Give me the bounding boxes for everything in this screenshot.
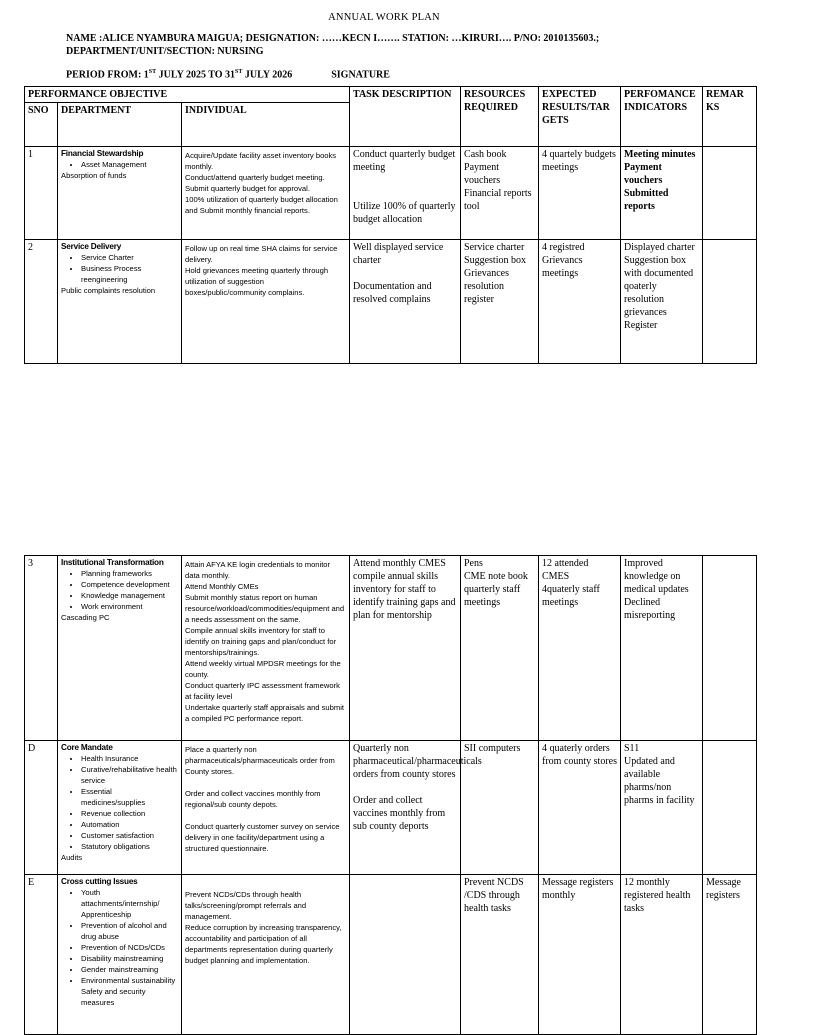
header-sno: SNO — [25, 103, 58, 147]
document-title: ANNUAL WORK PLAN — [328, 12, 440, 23]
department-title: Core Mandate — [61, 743, 113, 752]
department-list-item: • Disability mainstreaming — [81, 953, 178, 964]
department-list — [61, 252, 178, 285]
cell-task-description — [350, 556, 461, 741]
cell-line: Improved knowledge on medical updates — [624, 558, 689, 595]
cell-line: Declined misreporting — [624, 597, 676, 621]
cell-line: Conduct quarterly budget meeting — [353, 149, 456, 173]
period-suffix: JULY 2026 — [242, 69, 293, 81]
cell-performance-indicators — [621, 240, 703, 364]
header-expected-results: EXPECTED RESULTS/TAR GETS — [539, 87, 621, 147]
cell-department — [58, 741, 182, 875]
department-title: Financial Stewardship — [61, 149, 144, 158]
cell-line: Suggestion box with documented qoaterly resolution grievances Register — [624, 255, 694, 331]
period-line — [66, 66, 666, 81]
department-list-item: • Customer satisfaction — [81, 830, 178, 841]
cell-line: 4quaterly staff meetings — [542, 584, 600, 608]
work-plan-table-page-1 — [24, 86, 757, 364]
cell-resources — [461, 147, 539, 240]
cell-line: Conduct quarterly customer survey on service delivery in one facility/department using a structured questionnaire. — [185, 822, 340, 853]
department-list-item: • Planning frameworks — [81, 568, 178, 579]
cell-department — [58, 240, 182, 364]
header-remarks: REMAR KS — [703, 87, 757, 147]
department-list-item: • Gender mainstreaming — [81, 964, 178, 975]
cell-line — [353, 174, 457, 187]
cell-line: Attend monthly CMES compile annual skills inventory for staff to identify training gaps and plan for mentorship — [353, 558, 456, 621]
cell-line: Financial reports tool — [464, 188, 532, 212]
cell-line: Conduct quarterly IPC assessment framework at facility level — [185, 681, 340, 701]
cell-sno: 2 — [25, 240, 58, 364]
cell-performance-indicators — [621, 741, 703, 875]
cell-line: Grievances resolution register — [464, 268, 510, 305]
cell-line: Undertake quarterly staff appraisals and submit a compiled PC performance report. — [185, 703, 344, 723]
department-title: Cross cutting Issues — [61, 877, 138, 886]
cell-line: Grievancs meetings — [542, 255, 583, 279]
cell-performance-indicators — [621, 147, 703, 240]
department-footer: Public complaints resolution — [61, 286, 156, 295]
cell-line: Documentation and resolved complains — [353, 281, 432, 305]
period-prefix: PERIOD FROM: 1 — [66, 69, 149, 81]
cell-task-description — [350, 875, 461, 1035]
cell-expected-results — [539, 741, 621, 875]
cell-line: Attend weekly virtual MPDSR meetings for the county. — [185, 659, 341, 679]
cell-line: Acquire/Update facility asset inventory books monthly. — [185, 151, 337, 171]
cell-line: Updated and available pharms/non pharms in facility — [624, 756, 695, 806]
signature-label: SIGNATURE — [331, 69, 390, 81]
cell-line: Utilize 100% of quarterly budget allocation — [353, 201, 456, 225]
table-row — [25, 875, 757, 1035]
cell-line — [185, 878, 346, 889]
cell-individual — [182, 741, 350, 875]
cell-line: 12 monthly registered health tasks — [624, 877, 691, 914]
cell-sno: 1 — [25, 147, 58, 240]
cell-line: 12 attended CMES — [542, 558, 589, 582]
header-individual: INDIVIDUAL — [182, 103, 350, 147]
header-task-description: TASK DESCRIPTION — [350, 87, 461, 147]
cell-expected-results — [539, 240, 621, 364]
department-list-item: • Environmental sustainability Safety and security measures — [81, 975, 178, 1008]
cell-line: Place a quarterly non pharmaceuticals/pharmaceuticals order from County stores. — [185, 745, 335, 776]
cell-remarks: Message registers — [703, 875, 757, 1035]
cell-individual — [182, 875, 350, 1035]
cell-line — [185, 810, 346, 821]
cell-line: Suggestion box — [464, 255, 526, 266]
cell-line: Hold grievances meeting quarterly through utilization of suggestion boxes/public/community complains. — [185, 266, 329, 297]
cell-resources — [461, 240, 539, 364]
cell-line: Reduce corruption by increasing transparency, accountability and participation of all departments representation during quarterly budget planning and implementation. — [185, 923, 342, 965]
department-list-item: • Revenue collection — [81, 808, 178, 819]
cell-individual — [182, 240, 350, 364]
department-list-item: • Curative/rehabilitative health service — [81, 764, 178, 786]
header-performance-indicators: PERFOMANCE INDICATORS — [621, 87, 703, 147]
cell-line: S11 — [624, 743, 640, 754]
cell-line: Follow up on real time SHA claims for service delivery. — [185, 244, 338, 264]
cell-line: Order and collect vaccines monthly from regional/sub county depots. — [185, 789, 321, 809]
department-list-item: • Work environment — [81, 601, 178, 612]
cell-line — [185, 777, 346, 788]
department-list-item: • Essential medicines/supplies — [81, 786, 178, 808]
department-list-item: • Statutory obligations — [81, 841, 178, 852]
cell-line: Compile annual skills inventory for staff to identify on training gaps and plan/conduct for mentorships/trainings. — [185, 626, 337, 657]
department-list-item: • Asset Management — [81, 159, 178, 170]
cell-line: Attend Monthly CMEs — [185, 582, 259, 591]
department-list-item: • Competence development — [81, 579, 178, 590]
department-footer: Cascading PC — [61, 613, 110, 622]
period-mid: JULY 2025 TO 31 — [156, 69, 236, 81]
cell-line: 4 quartely budgets meetings — [542, 149, 616, 173]
cell-department — [58, 147, 182, 240]
cell-line: Message registers monthly — [542, 877, 614, 901]
cell-line: Conduct/attend quarterly budget meeting. — [185, 173, 325, 182]
department-list-item: • Service Charter — [81, 252, 178, 263]
cell-sno: D — [25, 741, 58, 875]
cell-expected-results — [539, 875, 621, 1035]
department-list-item: • Business Process reengineering — [81, 263, 178, 285]
cell-line: Submit quarterly budget for approval. — [185, 184, 310, 193]
cell-remarks — [703, 240, 757, 364]
name-line: NAME :ALICE NYAMBURA MAIGUA; DESIGNATION: ……KECN I……. STATION: …KIRURI…. P/NO: 2010135603.; — [66, 33, 600, 44]
table-row — [25, 240, 757, 364]
cell-individual — [182, 147, 350, 240]
department-list — [61, 753, 178, 852]
department-title: Institutional Transformation — [61, 558, 164, 567]
cell-line: CME note book quarterly staff meetings — [464, 571, 528, 608]
cell-line: Prevent NCDs/CDs through health talks/screening/prompt referrals and management. — [185, 890, 307, 921]
cell-line: Quarterly non pharmaceutical/pharmaceuticals orders from county stores — [353, 743, 482, 780]
department-list-item: • Prevention of alcohol and drug abuse — [81, 920, 178, 942]
table-row — [25, 147, 757, 240]
cell-resources — [461, 875, 539, 1035]
cell-line: Prevent NCDS /CDS through health tasks — [464, 877, 524, 914]
department-list — [61, 887, 178, 1008]
cell-line: 4 quaterly orders from county stores — [542, 743, 617, 767]
cell-line: Submit monthly status report on human resource/workload/commodities/equipment and a needs assessment on the same. — [185, 593, 345, 624]
cell-task-description — [350, 147, 461, 240]
cell-sno: E — [25, 875, 58, 1035]
cell-line: Submitted reports — [624, 188, 669, 212]
cell-line: Payment vouchers — [464, 162, 501, 186]
table-row — [25, 741, 757, 875]
cell-remarks — [703, 556, 757, 741]
cell-line: Displayed charter — [624, 242, 695, 253]
cell-line — [353, 187, 457, 200]
department-line: DEPARTMENT/UNIT/SECTION: NURSING — [66, 46, 264, 57]
cell-task-description — [350, 240, 461, 364]
cell-line: 4 registred — [542, 242, 585, 253]
department-footer: Audits — [61, 853, 83, 862]
cell-line: Meeting minutes — [624, 149, 696, 160]
header-department: DEPARTMENT — [58, 103, 182, 147]
cell-performance-indicators — [621, 556, 703, 741]
cell-line: 100% utilization of quarterly budget allocation and Submit monthly financial reports. — [185, 195, 338, 215]
cell-line: Cash book — [464, 149, 507, 160]
cell-line: Service charter — [464, 242, 525, 253]
table-row — [25, 556, 757, 741]
cell-performance-indicators — [621, 875, 703, 1035]
department-list-item: • Prevention of NCDs/CDs — [81, 942, 178, 953]
cell-line — [353, 267, 457, 280]
cell-line — [353, 781, 457, 794]
cell-department — [58, 875, 182, 1035]
cell-expected-results — [539, 147, 621, 240]
department-list-item: • Youth attachments/internship/ Apprenticeship — [81, 887, 178, 920]
cell-task-description — [350, 741, 482, 875]
cell-resources — [461, 556, 539, 741]
cell-expected-results — [539, 556, 621, 741]
cell-line: Attain AFYA KE login credentials to monitor data monthly. — [185, 560, 331, 580]
department-list-item: • Health Insurance — [81, 753, 178, 764]
period-sup-1: ST — [148, 69, 157, 75]
cell-line: Order and collect vaccines monthly from sub county deports — [353, 795, 446, 832]
cell-line: Pens — [464, 558, 483, 569]
cell-remarks — [703, 147, 757, 240]
cell-line: Well displayed service charter — [353, 242, 444, 266]
cell-line: Payment vouchers — [624, 162, 663, 186]
period-sup-2: ST — [235, 69, 243, 75]
department-list-item: • Automation — [81, 819, 178, 830]
cell-line: SII computers — [464, 743, 521, 754]
cell-remarks — [703, 741, 757, 875]
department-list — [61, 568, 178, 612]
department-title: Service Delivery — [61, 242, 122, 251]
department-list-item: • Knowledge management — [81, 590, 178, 601]
header-resources-required: RESOURCES REQUIRED — [461, 87, 539, 147]
department-list — [61, 159, 178, 170]
department-footer: Absorption of funds — [61, 171, 127, 180]
cell-department — [58, 556, 182, 741]
work-plan-table-page-2 — [24, 555, 757, 1035]
header-performance-objective: PERFORMANCE OBJECTIVE — [25, 87, 350, 103]
cell-individual — [182, 556, 350, 741]
cell-sno: 3 — [25, 556, 58, 741]
